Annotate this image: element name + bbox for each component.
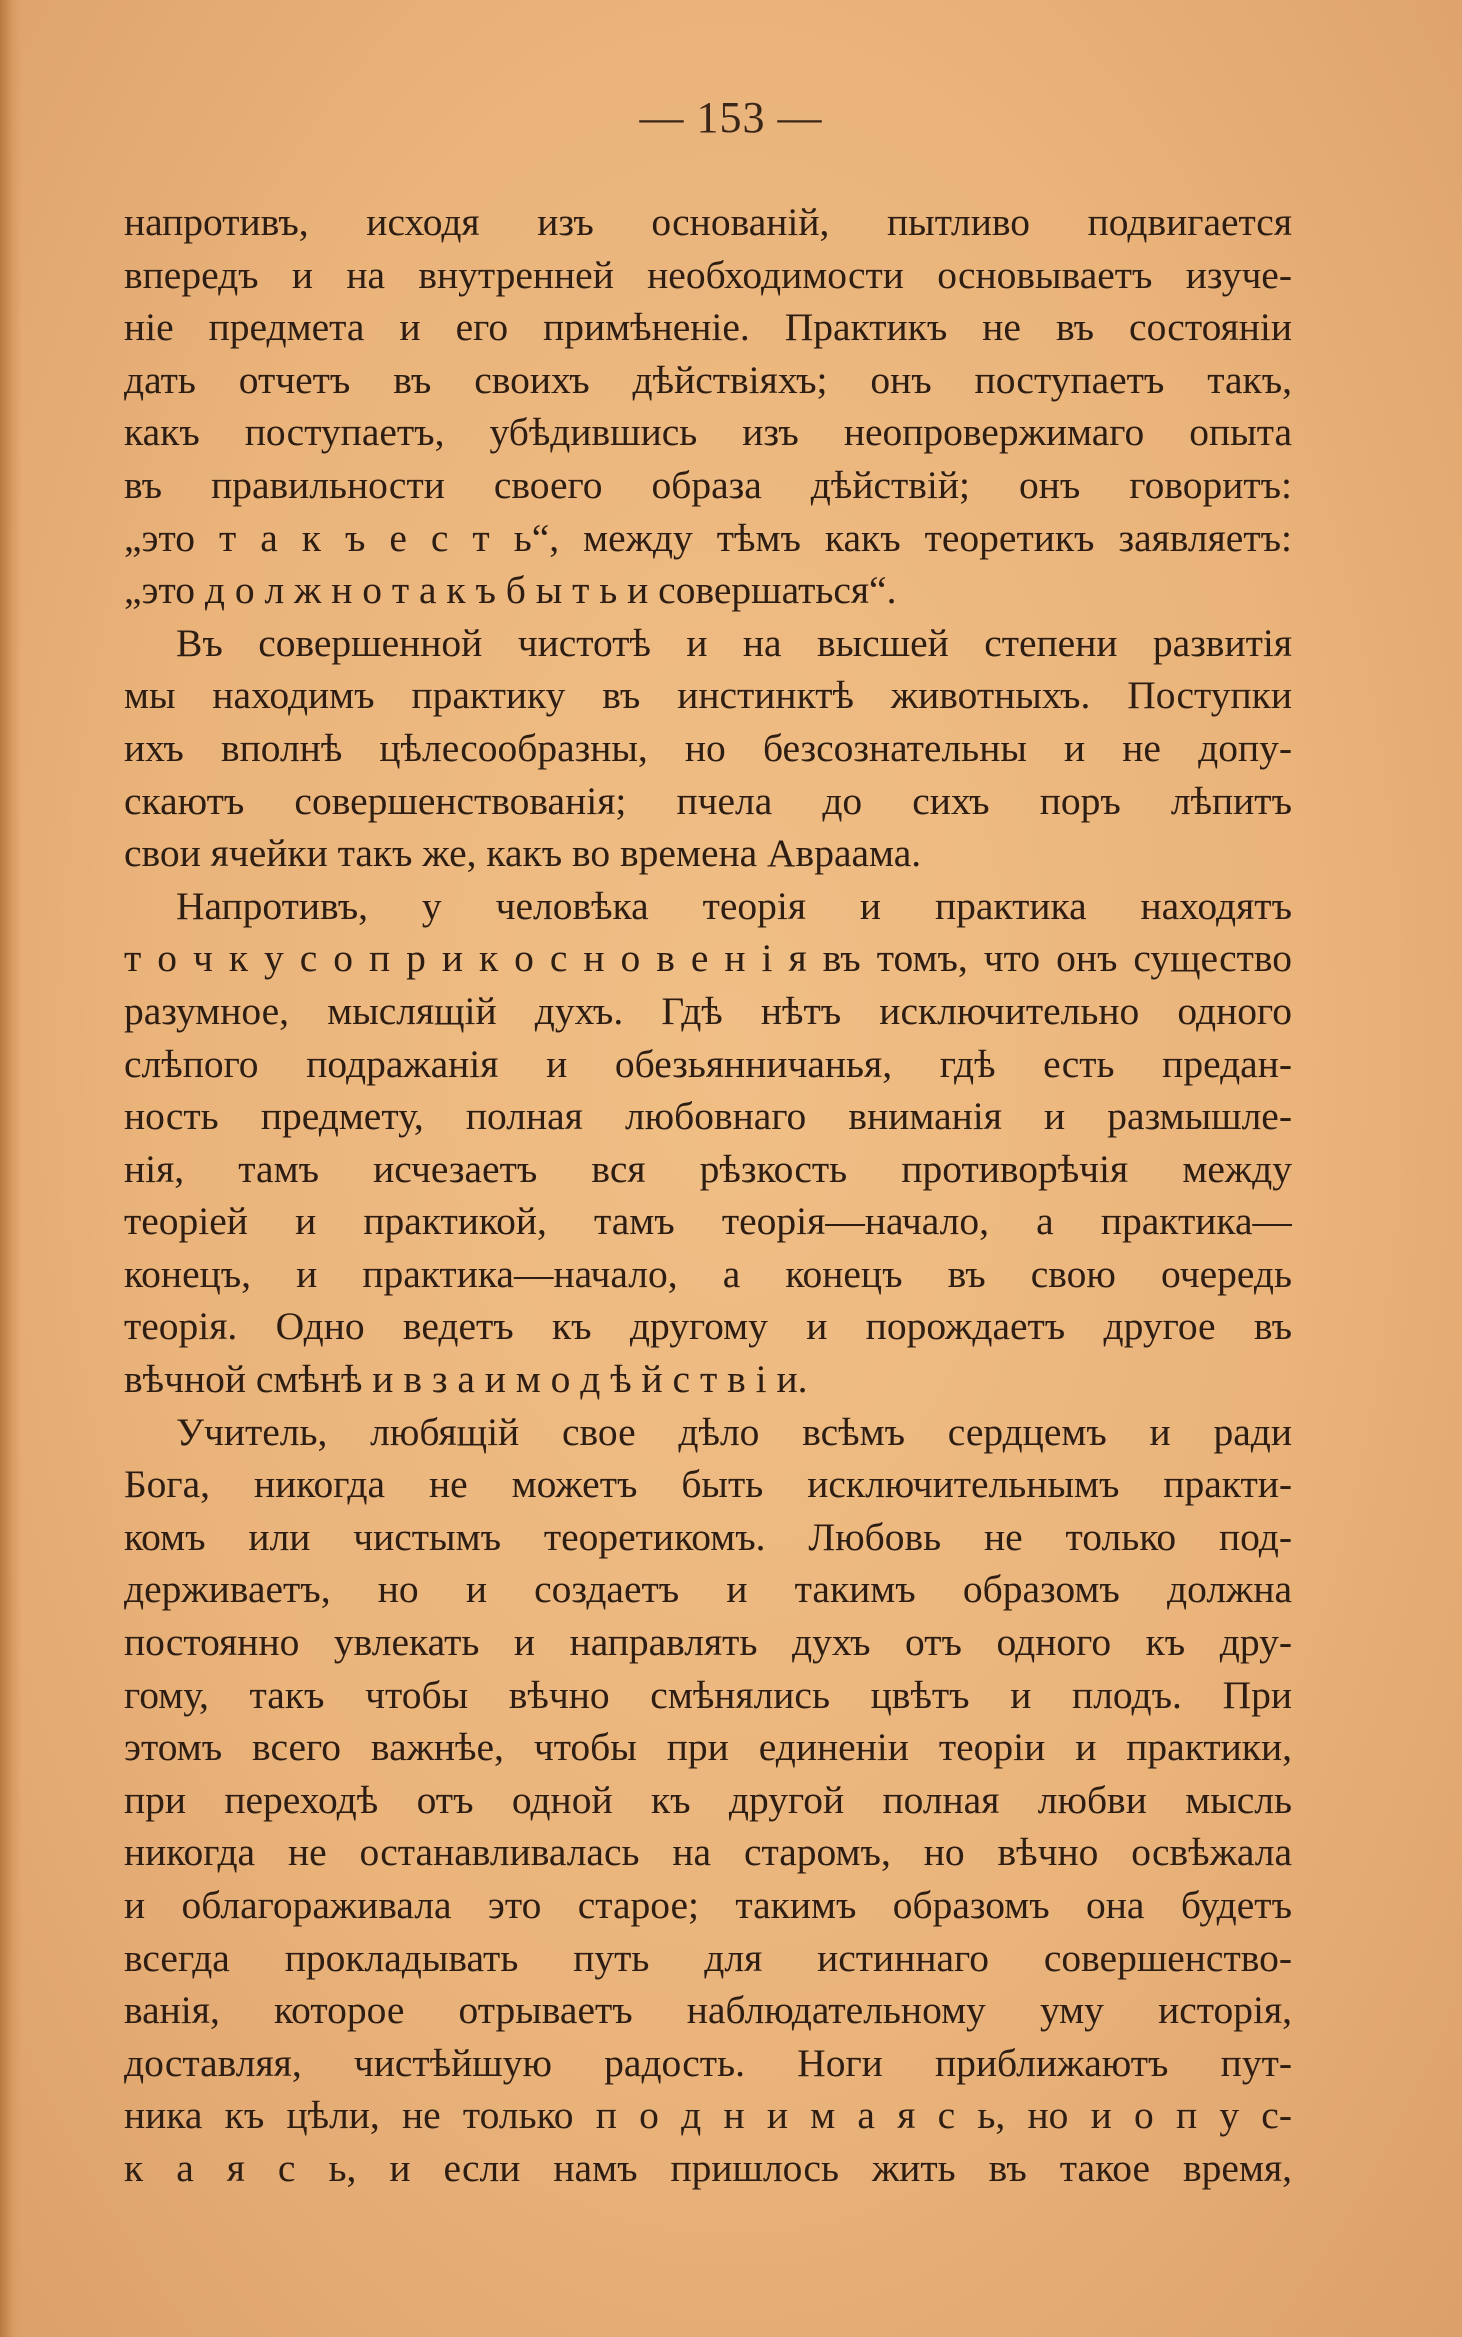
text-line: напротивъ, исходя изъ основаній, пытливо подвигается: [124, 200, 1292, 244]
text-line: держиваетъ, но и создаетъ и такимъ образомъ должна: [124, 1567, 1292, 1612]
text-line: вѣчной смѣнѣ и в з а и м о д ѣ й с т в і и.: [124, 1357, 808, 1402]
text-line: никогда не останавливалась на старомъ, но вѣчно освѣжала: [124, 1830, 1292, 1875]
text-line: т о ч к у с о п р и к о с н о в е н і я въ томъ, что онъ существо: [124, 936, 1292, 981]
text-line: Бога, никогда не можетъ быть исключительнымъ практи-: [124, 1462, 1292, 1507]
text-line: постоянно увлекать и направлять духъ отъ одного къ дру-: [124, 1620, 1292, 1665]
text-line: ванія, которое отрываетъ наблюдательному уму исторія,: [124, 1988, 1292, 2033]
text-line: гому, такъ чтобы вѣчно смѣнялись цвѣтъ и плодъ. При: [124, 1672, 1292, 1717]
text-line: ника къ цѣли, не только п о д н и м а я с ь, но и о п у с-: [124, 2093, 1292, 2138]
page-edge-shadow: [0, 0, 22, 2337]
text-line: комъ или чистымъ теоретикомъ. Любовь не только под-: [124, 1514, 1292, 1559]
paragraph: [124, 196, 1292, 617]
text-line: дать отчетъ въ своихъ дѣйствіяхъ; онъ поступаетъ такъ,: [124, 357, 1292, 402]
paragraph: [124, 617, 1292, 880]
text-line: теорія. Одно ведетъ къ другому и порождаетъ другое въ: [124, 1304, 1292, 1349]
text-line: мы находимъ практику въ инстинктѣ животныхъ. Поступки: [124, 673, 1292, 718]
text-line: теоріей и практикой, тамъ теорія—начало, а практика—: [124, 1199, 1292, 1244]
text-line: к а я с ь, и если намъ пришлось жить въ такое время,: [124, 2145, 1292, 2190]
text-line: „это д о л ж н о т а к ъ б ы т ь и совершаться“.: [124, 568, 897, 613]
text-line: свои ячейки такъ же, какъ во времена Авраама.: [124, 831, 922, 876]
text-line: при переходѣ отъ одной къ другой полная любви мысль: [124, 1777, 1292, 1822]
text-line: въ правильности своего образа дѣйствій; онъ говоритъ:: [124, 462, 1292, 507]
text-line: разумное, мыслящій духъ. Гдѣ нѣтъ исключительно одного: [124, 988, 1292, 1033]
text-line: какъ поступаетъ, убѣдившись изъ неопровержимаго опыта: [124, 410, 1292, 455]
text-line: слѣпого подражанія и обезьянничанья, гдѣ есть предан-: [124, 1041, 1292, 1086]
body-text: [124, 196, 1292, 2195]
text-line: ніе предмета и его примѣненіе. Практикъ не въ состояніи: [124, 305, 1292, 350]
text-line: Напротивъ, у человѣка теорія и практика находятъ: [176, 883, 1292, 928]
text-line: конецъ, и практика—начало, а конецъ въ свою очередь: [124, 1251, 1292, 1296]
text-line: „это т а к ъ е с т ь“, между тѣмъ какъ теоретикъ заявляетъ:: [124, 515, 1292, 560]
text-line: впередъ и на внутренней необходимости основываетъ изуче-: [124, 252, 1292, 297]
text-line: доставляя, чистѣйшую радость. Ноги приближаютъ пут-: [124, 2040, 1292, 2085]
paragraph: [124, 1406, 1292, 2195]
text-line: ихъ вполнѣ цѣлесообразны, но безсознательны и не допу-: [124, 725, 1292, 770]
text-line: нія, тамъ исчезаетъ вся рѣзкость противорѣчія между: [124, 1146, 1292, 1191]
paragraph: [124, 880, 1292, 1406]
text-line: Учитель, любящій свое дѣло всѣмъ сердцемъ и ради: [176, 1409, 1292, 1454]
text-line: ность предмету, полная любовнаго вниманія и размышле-: [124, 1094, 1292, 1139]
text-line: этомъ всего важнѣе, чтобы при единеніи теоріи и практики,: [124, 1725, 1292, 1770]
text-line: скаютъ совершенствованія; пчела до сихъ поръ лѣпитъ: [124, 778, 1292, 823]
page-number: — 153 —: [639, 93, 823, 142]
text-line: и облагораживала это старое; такимъ образомъ она будетъ: [124, 1883, 1292, 1927]
text-line: Въ совершенной чистотѣ и на высшей степени развитія: [176, 620, 1292, 665]
text-line: всегда прокладывать путь для истиннаго совершенство-: [124, 1935, 1292, 1980]
